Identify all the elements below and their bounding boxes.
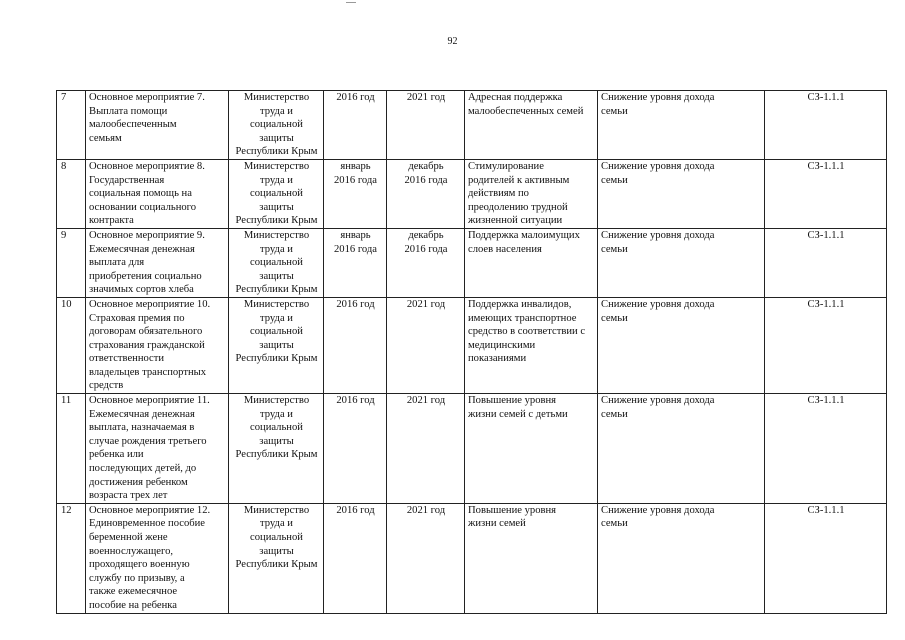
cell-line: семьи: [601, 105, 628, 117]
cell-line: социальной: [250, 422, 303, 434]
cell-line: Государственная: [89, 174, 165, 186]
cell-line: Поддержка инвалидов,: [468, 298, 572, 310]
cell-line: 2021 год: [406, 298, 446, 310]
risk-cell: [598, 503, 765, 613]
executor-cell: [229, 228, 324, 297]
cell-line: выплата, назначаемая в: [89, 422, 195, 434]
cell-line: возраста трех лет: [89, 490, 168, 502]
end-date-cell: [387, 159, 465, 228]
executor-cell: [229, 159, 324, 228]
end-date-cell: [387, 297, 465, 393]
cell-line: Снижение уровня дохода: [601, 298, 715, 310]
risk-cell: [598, 297, 765, 393]
cell-line: Страховая премия по: [89, 312, 185, 324]
cell-line: средств: [89, 380, 124, 392]
cell-line: 2016 год: [336, 298, 375, 310]
end-date-cell: [387, 228, 465, 297]
cell-line: защиты: [259, 201, 294, 213]
cell-line: труда и: [260, 408, 293, 420]
scan-mark: [346, 2, 356, 3]
cell-line: социальной: [250, 257, 303, 269]
cell-line: достижения ребенком: [89, 476, 188, 488]
cell-line: 2021 год: [406, 395, 446, 407]
cell-line: труда и: [260, 105, 293, 117]
cell-line: Поддержка малоимущих: [468, 229, 580, 241]
cell-line: пособие на ребенка: [89, 599, 177, 611]
cell-line: владельцев транспортных: [89, 366, 207, 378]
cell-line: Ежемесячная денежная: [89, 243, 195, 255]
cell-line: Основное мероприятие 10.: [89, 298, 211, 310]
cell-line: Повышение уровня: [468, 395, 557, 407]
cell-line: Основное мероприятие 9.: [89, 229, 205, 241]
cell-line: семьи: [601, 312, 628, 324]
cell-line: Республики Крым: [235, 284, 318, 296]
cell-line: защиты: [259, 545, 294, 557]
cell-line: социальной: [250, 119, 303, 131]
code-cell: СЗ-1.1.1: [765, 503, 887, 613]
page-number: 92: [447, 36, 458, 47]
end-date-cell: [387, 503, 465, 613]
cell-line: 2016 год: [336, 92, 375, 103]
cell-line: показаниями: [468, 353, 527, 365]
table-row: [57, 503, 887, 613]
event-name-cell: [86, 159, 229, 228]
cell-line: 2016 года: [404, 174, 448, 186]
table-row: [57, 297, 887, 393]
cell-line: Основное мероприятие 11.: [89, 395, 210, 407]
cell-line: основании социального: [89, 201, 197, 213]
risk-cell: [598, 394, 765, 504]
cell-line: Министерство: [243, 229, 310, 241]
end-date-cell: [387, 91, 465, 160]
cell-line: также ежемесячное: [89, 586, 178, 598]
table-row: [57, 91, 887, 160]
executor-cell: [229, 297, 324, 393]
cell-line: случае рождения третьего: [89, 435, 207, 447]
start-date-cell: [324, 394, 387, 504]
code-cell: СЗ-1.1.1: [765, 297, 887, 393]
cell-line: малообеспеченных семей: [468, 105, 584, 117]
cell-line: семьи: [601, 408, 628, 420]
risk-cell: [598, 91, 765, 160]
expected-result-cell: [465, 297, 598, 393]
executor-cell: [229, 503, 324, 613]
cell-line: декабрь: [408, 229, 444, 241]
cell-line: Снижение уровня дохода: [601, 504, 715, 516]
cell-line: 2016 год: [336, 395, 375, 407]
cell-line: жизненной ситуации: [468, 215, 563, 227]
cell-line: Министерство: [243, 298, 310, 310]
cell-line: службу по призыву, а: [89, 572, 185, 584]
cell-line: социальной: [250, 326, 303, 338]
event-name-cell: [86, 228, 229, 297]
table-row: [57, 228, 887, 297]
cell-line: выплата для: [89, 257, 145, 269]
cell-line: социальной: [250, 532, 303, 543]
cell-line: Снижение уровня дохода: [601, 160, 715, 172]
cell-line: декабрь: [408, 160, 444, 172]
code-cell: СЗ-1.1.1: [765, 91, 887, 160]
cell-line: последующих детей, до: [89, 463, 197, 475]
event-name-cell: [86, 503, 229, 613]
expected-result-cell: [465, 159, 598, 228]
cell-line: Республики Крым: [235, 353, 318, 365]
cell-line: имеющих транспортное: [468, 312, 577, 324]
cell-line: договорам обязательного: [89, 326, 203, 338]
cell-line: родителей к активным: [468, 174, 570, 186]
cell-line: Снижение уровня дохода: [601, 229, 715, 241]
row-number: 10: [57, 297, 86, 393]
cell-line: труда и: [260, 243, 293, 255]
code-cell: СЗ-1.1.1: [765, 228, 887, 297]
cell-line: Основное мероприятие 7.: [89, 92, 205, 103]
executor-cell: [229, 394, 324, 504]
cell-line: 2016 года: [404, 243, 448, 255]
start-date-cell: [324, 91, 387, 160]
cell-line: Министерство: [243, 395, 310, 407]
cell-line: медицинскими: [468, 339, 536, 351]
cell-line: Ежемесячная денежная: [89, 408, 195, 420]
expected-result-cell: [465, 394, 598, 504]
start-date-cell: [324, 503, 387, 613]
cell-line: Единовременное пособие: [89, 518, 206, 530]
cell-line: социальная помощь на: [89, 188, 192, 200]
cell-line: жизни семей с детьми: [468, 408, 568, 420]
row-number: 8: [57, 159, 86, 228]
cell-line: Министерство: [243, 92, 310, 103]
expected-result-cell: [465, 228, 598, 297]
cell-line: контракта: [89, 215, 134, 227]
cell-line: Основное мероприятие 8.: [89, 160, 205, 172]
cell-line: Министерство: [243, 160, 310, 172]
cell-line: средство в соответствии с: [468, 326, 586, 338]
cell-line: проходящего военную: [89, 559, 190, 571]
table-row: [57, 394, 887, 504]
cell-line: труда и: [260, 312, 293, 324]
cell-line: труда и: [260, 174, 293, 186]
cell-line: Республики Крым: [235, 559, 318, 571]
cell-line: Республики Крым: [235, 449, 318, 461]
cell-line: социальной: [250, 188, 303, 200]
cell-line: преодолению трудной: [468, 201, 568, 213]
event-name-cell: [86, 394, 229, 504]
risk-cell: [598, 159, 765, 228]
cell-line: Повышение уровня: [468, 504, 557, 516]
executor-cell: [229, 91, 324, 160]
table-row: [57, 159, 887, 228]
code-cell: СЗ-1.1.1: [765, 394, 887, 504]
cell-line: 2016 года: [333, 174, 377, 186]
cell-line: 2021 год: [406, 504, 446, 516]
cell-line: страхования гражданской: [89, 339, 205, 351]
end-date-cell: [387, 394, 465, 504]
row-number: 12: [57, 503, 86, 613]
cell-line: действиям по: [468, 188, 529, 200]
row-number: 7: [57, 91, 86, 160]
cell-line: защиты: [259, 132, 294, 144]
row-number: 11: [57, 394, 86, 504]
event-name-cell: [86, 91, 229, 160]
code-cell: СЗ-1.1.1: [765, 159, 887, 228]
cell-line: слоев населения: [468, 243, 542, 255]
risk-cell: [598, 228, 765, 297]
start-date-cell: [324, 159, 387, 228]
cell-line: ответственности: [89, 353, 165, 365]
cell-line: защиты: [259, 435, 294, 447]
event-name-cell: [86, 297, 229, 393]
cell-line: военнослужащего,: [89, 545, 174, 557]
cell-line: семьи: [601, 174, 628, 186]
cell-line: защиты: [259, 339, 294, 351]
cell-line: Снижение уровня дохода: [601, 92, 715, 103]
cell-line: жизни семей: [468, 518, 526, 530]
start-date-cell: [324, 297, 387, 393]
cell-line: малообеспеченным: [89, 119, 177, 131]
cell-line: Выплата помощи: [89, 105, 168, 117]
cell-line: январь: [340, 160, 371, 172]
cell-line: труда и: [260, 518, 293, 530]
cell-line: Адресная поддержка: [468, 92, 563, 103]
expected-result-cell: [465, 503, 598, 613]
cell-line: Министерство: [243, 504, 310, 516]
cell-line: Основное мероприятие 12.: [89, 504, 211, 516]
expected-result-cell: [465, 91, 598, 160]
cell-line: семьям: [89, 132, 122, 144]
cell-line: значимых сортов хлеба: [89, 284, 194, 296]
cell-line: 2016 год: [336, 504, 375, 516]
row-number: 9: [57, 228, 86, 297]
cell-line: 2021 год: [406, 92, 446, 103]
cell-line: Республики Крым: [235, 146, 318, 158]
cell-line: 2016 года: [333, 243, 377, 255]
start-date-cell: [324, 228, 387, 297]
cell-line: беременной жене: [89, 532, 168, 543]
cell-line: ребенка или: [89, 449, 144, 461]
cell-line: семьи: [601, 243, 628, 255]
cell-line: семьи: [601, 518, 628, 530]
measures-table: [56, 90, 887, 614]
cell-line: Стимулирование: [468, 160, 544, 172]
cell-line: приобретения социально: [89, 270, 202, 282]
cell-line: защиты: [259, 270, 294, 282]
cell-line: январь: [340, 229, 371, 241]
cell-line: Республики Крым: [235, 215, 318, 227]
cell-line: Снижение уровня дохода: [601, 395, 715, 407]
